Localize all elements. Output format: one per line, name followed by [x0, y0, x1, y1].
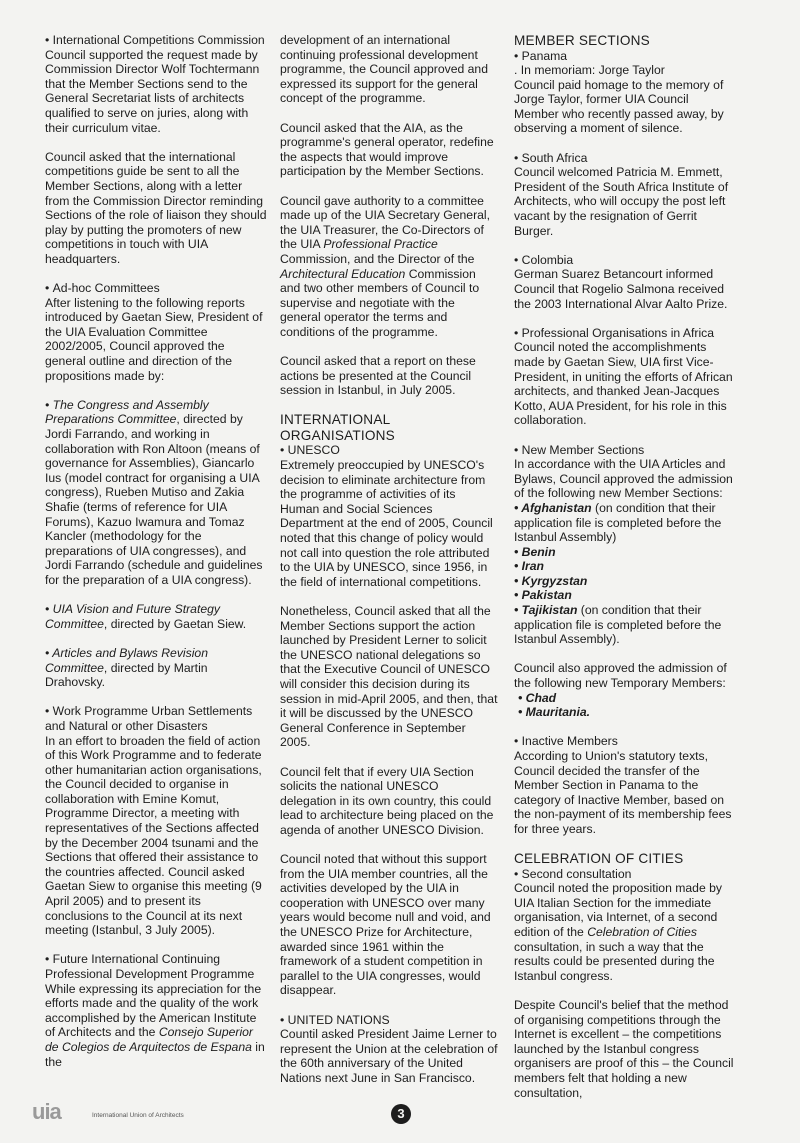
section-heading: • Work Programme Urban Settlements and Natural or other Disasters — [45, 704, 267, 733]
section-work-programme — [45, 704, 267, 938]
section-celebration-of-cities — [514, 851, 736, 1100]
section-heading: • Panama — [514, 49, 736, 64]
paragraph: Council noted the accomplishments made by Gaetan Siew, UIA first Vice-President, in uniting the efforts of African architects, and thanked Jean-Jacques Kotto, AUA President, for his role in this collaboration. — [514, 340, 733, 428]
major-heading: INTERNATIONAL ORGANISATIONS — [280, 412, 395, 443]
country-item: • Mauritania. — [518, 705, 590, 720]
paragraph: While expressing its appreciation for the efforts made and the quality of the work accomplished by the American Institute of Architects and the Consejo Superior de Colegios de Arquitectos de Espana in the — [45, 981, 265, 1069]
section-united-nations — [280, 1013, 498, 1086]
section-cpd-programme — [45, 952, 267, 1069]
paragraph: Council gave authority to a committee made up of the UIA Secretary General, the UIA Treasurer, the Co-Directors of the UIA Professional Practice Commission, and the Director of the Architectural Education Commission and two other members of Council to supervise and negotiate with the general operator the terms and conditions of the programme. — [280, 193, 491, 339]
paragraph: Countil asked President Jaime Lerner to represent the Union at the celebration of the 60th anniversary of the United Nations next June in San Francisco. — [280, 1027, 498, 1085]
country-item: • Pakistan — [514, 588, 572, 603]
paragraph: Council also approved the admission of the following new Temporary Members: • Chad • Mauritania. — [514, 661, 736, 719]
section-heading: • Ad-hoc Committees — [45, 281, 267, 296]
page-number: 3 — [391, 1104, 411, 1124]
paragraph: Council supported the request made by Commission Director Wolf Tochtermann that the Member Sections send to the General Secretariat lists of architects qualified to serve on juries, along with their curriculum vitae. — [45, 47, 260, 135]
section-south-africa — [514, 151, 736, 239]
paragraph: Extremely preoccupied by UNESCO's decision to eliminate architecture from the programme of activities of its Human and Social Sciences Department at the end of 2005, Council noted that this change of policy would not call into question the role attributed to the UIA by UNESCO, since 1956, in the field of international competitions. — [280, 458, 493, 589]
paragraph: Despite Council's belief that the method of organising competitions through the Internet is excellent – the competitions launched by the Istanbul congress organisers are proof of this – the Council members felt that holding a new consultation, — [514, 998, 734, 1100]
paragraph: Council asked that the AIA, as the programme's general operator, redefine the aspects that would improve participation by the Member Sections. — [280, 120, 494, 179]
section-heading: • Professional Organisations in Africa — [514, 326, 736, 341]
paragraph: Council asked that the international competitions guide be sent to all the Member Sections, along with a letter from the Commission Director reminding Sections of the role of liaison they should play by putting the promoters of new competitions in touch with UIA headquarters. — [45, 149, 267, 266]
paragraph: Council noted the proposition made by UIA Italian Section for the immediate organisation, via Internet, of a second edition of the Celebration of Cities consultation, in such a way that the results could be presented during the Istanbul congress. — [514, 881, 722, 983]
uia-logo — [32, 1102, 86, 1122]
paragraph: Council felt that if every UIA Section solicits the national UNESCO delegation in its own country, this could lead to architecture being placed on the agenda of another UNESCO Division. — [280, 764, 494, 837]
country-item: • Benin — [514, 544, 556, 559]
section-heading: • New Member Sections — [514, 443, 736, 458]
section-africa — [514, 326, 736, 428]
section-heading: • Colombia — [514, 253, 736, 268]
paragraph: In an effort to broaden the field of action of this Work Programme and to federate other humanitarian action organisations, the Council decided to organise in collaboration with Emine Komut, Programme Director, a meeting with representatives of the Sections affected by the December 2004 tsunami and the Sections that offered their assistance to the countries affected. Council asked Gaetan Siew to organise this meeting (9 April 2005) and to present its conclusions to the Council at its next meeting (Istanbul, 3 July 2005). — [45, 733, 262, 938]
section-international-organisations — [280, 412, 498, 998]
section-colombia — [514, 253, 736, 311]
section-heading: • Future International Continuing Professional Development Programme — [45, 952, 267, 981]
major-heading: CELEBRATION OF CITIES — [514, 851, 684, 867]
paragraph: development of an international continuing professional development programme, the Council approved and expressed its support for the general concept of the programme. — [280, 33, 488, 106]
country-item: • Chad — [518, 690, 557, 705]
paragraph: In accordance with the UIA Articles and Bylaws, Council approved the admission of the following new Member Sections: • Afghanistan (on condition that their application file is completed before the Istanbul Assembly) • Benin • Iran • Kyrgyzstan • Pakistan • Tajikistan (on condition that their application file is completed before the Istanbul Assembly). — [514, 457, 736, 647]
paragraph: After listening to the following reports introduced by Gaetan Siew, President of the UIA Evaluation Committee 2002/2005, Council approved the general outline and direction of the propositions made by: — [45, 295, 263, 383]
paragraph: Council welcomed Patricia M. Emmett, President of the South Africa Institute of Architects, who will occupy the post left vacant by the resignation of Gerrit Burger. — [514, 165, 729, 238]
paragraph: Nonetheless, Council asked that all the Member Sections support the action launched by President Lerner to solicit the UNESCO national delegations so that the Executive Council of UNESCO will consider this decision during its session in mid-April 2005, and then, that it will be discussed by the UNESCO General Conference in September 2005. — [280, 603, 498, 750]
country-item: • Iran — [514, 559, 545, 574]
section-heading: • Second consultation — [514, 867, 736, 882]
paragraph: Council paid homage to the memory of Jorge Taylor, former UIA Council Member who recently passed away, by observing a moment of silence. — [514, 77, 724, 136]
paragraph: German Suarez Betancourt informed Council that Rogelio Salmona received the 2003 International Alvar Aalto Prize. — [514, 267, 728, 311]
column-left — [45, 33, 267, 1069]
footer-org-name: International Union of Architects — [92, 1112, 184, 1119]
section-heading: • Inactive Members — [514, 734, 736, 749]
country-item: • Tajikistan (on condition that their application file is completed before the Istanbul Assembly). — [514, 603, 722, 647]
section-heading: • South Africa — [514, 151, 736, 166]
country-item: • Kyrgyzstan — [514, 573, 588, 588]
section-panama — [514, 33, 736, 136]
subheading: . In memoriam: Jorge Taylor — [514, 63, 665, 78]
section-heading: • International Competitions Commission — [45, 33, 267, 48]
section-competitions-commission — [45, 33, 267, 267]
uia-logo-text: uia — [32, 1102, 61, 1122]
section-heading: • UNITED NATIONS — [280, 1013, 498, 1028]
paragraph: Council asked that a report on these actions be presented at the Council session in Istanbul, in July 2005. — [280, 354, 476, 398]
country-item: • Afghanistan (on condition that their application file is completed before the Istanbul Assembly) — [514, 500, 722, 545]
column-right — [514, 33, 736, 1100]
section-new-members — [514, 443, 736, 720]
section-heading: • UNESCO — [280, 443, 498, 458]
paragraph: Council noted that without this support from the UIA member countries, all the activities developed by the UIA in cooperation with UNESCO over many years would become null and void, and the UNESCO Prize for Architecture, awarded since 1961 within the framework of a student competition in parallel to the UIA congresses, would disappear. — [280, 852, 491, 998]
paragraph: According to Union's statutory texts, Council decided the transfer of the Member Section in Panama to the category of Inactive Member, based on the non-payment of its membership fees for three years. — [514, 749, 732, 836]
section-cpd-continued — [280, 33, 498, 398]
section-adhoc-committees — [45, 281, 267, 690]
column-middle — [280, 33, 498, 1086]
section-inactive-members — [514, 734, 736, 836]
committee-item: • UIA Vision and Future Strategy Committee, directed by Gaetan Siew. — [45, 602, 247, 631]
committee-item: • Articles and Bylaws Revision Committee, directed by Martin Drahovsky. — [45, 645, 208, 690]
committee-item: • The Congress and Assembly Preparations Committee, directed by Jordi Farrando, and working in collaboration with Ron Altoon (means of governance for Assemblies), Giancarlo Ius (model contract for organising a UIA congress), Rueben Mutiso and Zakia Shafie (terms of reference for UIA Forums), Kazuo Iwamura and Tomaz Kancler (methodology for the preparations of UIA congresses), and Jordi Farrando (schedule and guidelines for the preparation of a UIA congress). — [45, 397, 263, 587]
major-heading: MEMBER SECTIONS — [514, 33, 650, 48]
footer — [32, 1102, 184, 1122]
